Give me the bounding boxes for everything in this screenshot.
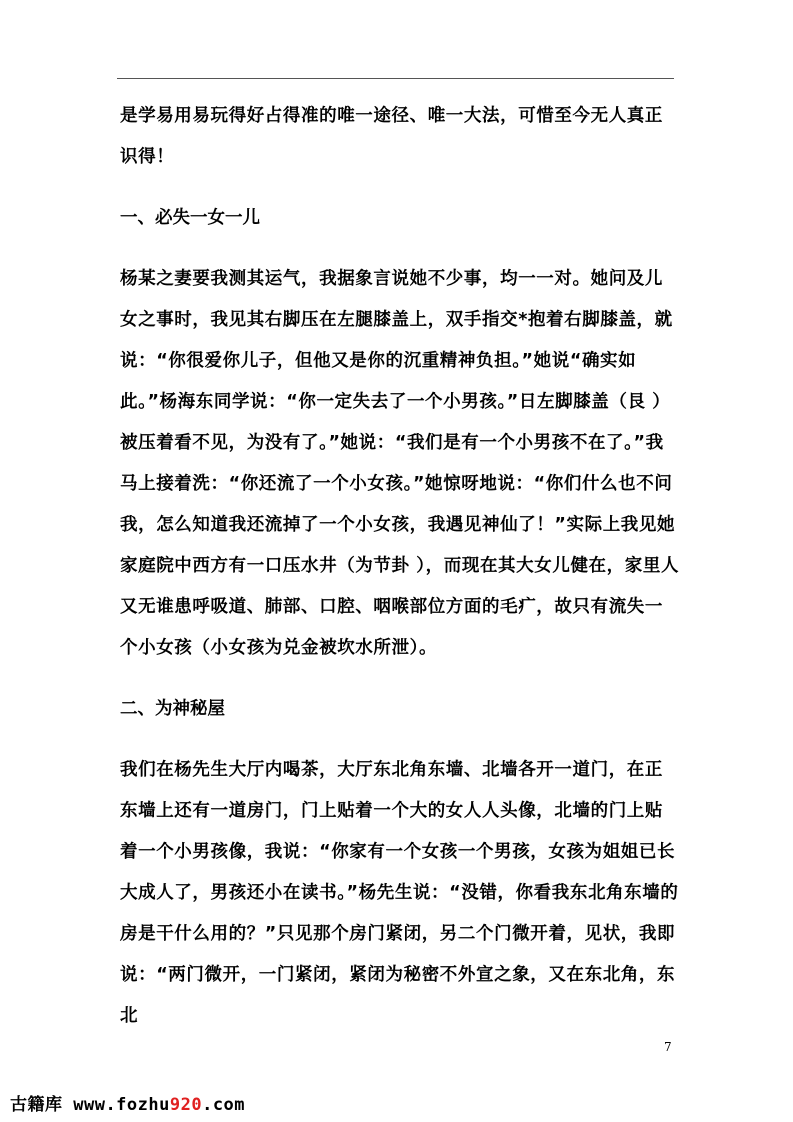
intro-paragraph: 是学易用易玩得好占得准的唯一途径、唯一大法，可惜至今无人真正识得！ xyxy=(120,106,663,167)
watermark-footer xyxy=(10,1090,245,1115)
footer-site-suffix: .com xyxy=(202,1095,246,1115)
section-1-paragraph: 杨某之妻要我测其运气，我据象言说她不少事，均一一对。她问及儿女之事时，我见其右脚压在左腿膝盖上，双手指交*抱着右脚膝盖，就说：“你很爱你儿子，但他又是你的沉重精神负担。”她说“确实如此。”杨海东同学说：“你一定失去了一个小男孩。”日左脚膝盖（艮 ）被压着看不见，为没有了。”她说：“我们是有一个小男孩不在了。”我马上接着洗：“你还流了一个小女孩。”她惊呀地说：“你们什么也不问我，怎么知道我还流掉了一个小女孩，我遇见神仙了！”实际上我见她家庭院中西方有一口压水井（为节卦 ），而现在其大女儿健在，家里人又无谁患呼吸道、肺部、口腔、咽喉部位方面的毛疒，故只有流失一个小女孩（小女孩为兑金被坎水所泄）。 xyxy=(120,269,680,658)
section-heading-2: 二、为神秘屋 xyxy=(120,699,225,719)
section-2-paragraph: 我们在杨先生大厅内喝茶，大厅东北角东墙、北墙各开一道门，在正东墙上还有一道房门，门上贴着一个大的女人人头像，北墙的门上贴着一个小男孩像，我说：“你家有一个女孩一个男孩，女孩为姐姐已长大成人了，男孩还小在读书。”杨先生说：“没错，你看我东北角东墙的房是干什么用的？”只见那个房门紧闭，另二个门微开着，见状，我即说：“两门微开，一门紧闭，紧闭为秘密不外宣之象，又在东北角，东北 xyxy=(120,760,679,1026)
footer-brand: 古籍库 xyxy=(10,1095,63,1115)
page-number: 7 xyxy=(664,1040,672,1054)
footer-site-prefix: www.fozhu xyxy=(62,1095,170,1115)
section-heading-1: 一、必失一女一儿 xyxy=(120,208,260,228)
header-rule xyxy=(117,78,674,79)
footer-site-number: 920 xyxy=(169,1095,203,1115)
page-body xyxy=(120,96,680,1037)
